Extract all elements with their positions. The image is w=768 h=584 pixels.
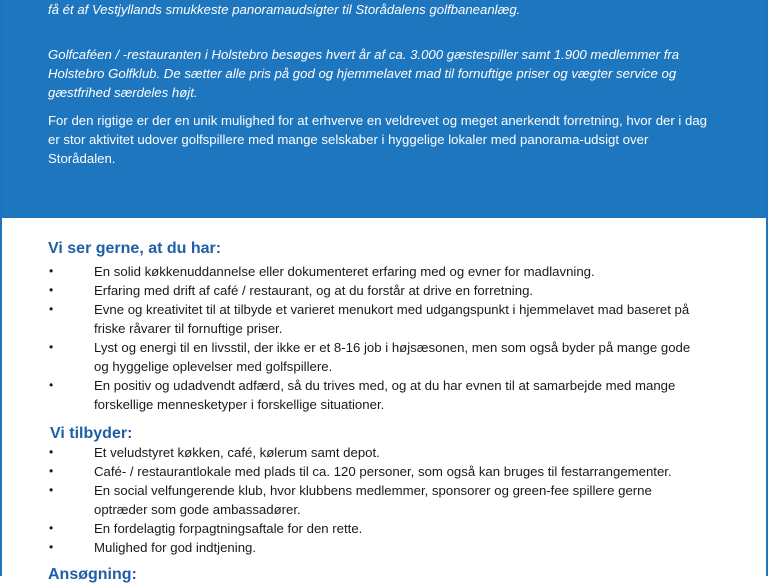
list-item: • En social velfungerende klub, hvor klubbens medlemmer, sponsorer og green-fee spillere gerne optræder som gode ambassadører.	[49, 483, 652, 517]
section-title-application: Ansøgning:	[48, 566, 137, 583]
list-item: • Evne og kreativitet til at tilbyde et varieret menukort med udgangspunkt i hjemmelavet mad baseret på friske råvarer til fornuftige priser.	[49, 302, 690, 336]
bullet-icon: •	[49, 302, 54, 316]
list-item: • En fordelagtig forpagtningsaftale for den rette.	[49, 521, 363, 536]
intro-panel	[2, 0, 766, 218]
list-item: • Et veludstyret køkken, café, kølerum samt depot.	[49, 445, 380, 460]
intro-paragraph: For den rigtige er der en unik mulighed for at erhverve en veldrevet og meget anerkendt forretning, hvor der i dag er stor aktivitet udover golfspillere med mange selskaber i hyggelige lokaler med panorama-udsigt over Storådalen.	[48, 113, 708, 166]
list-item: • Erfaring med drift af café / restaurant, og at du forstår at drive en forretning.	[49, 283, 534, 298]
offer-list	[2, 443, 702, 557]
bullet-icon: •	[49, 340, 54, 354]
bullet-icon: •	[49, 283, 54, 297]
bullet-icon: •	[49, 483, 54, 497]
bullet-icon: •	[49, 464, 54, 478]
intro-paragraph: få ét af Vestjyllands smukkeste panoramaudsigter til Storådalens golfbaneanlæg.	[48, 2, 521, 17]
bullet-icon: •	[49, 378, 54, 392]
section-title-offer: Vi tilbyder:	[50, 425, 133, 442]
list-item: • Café- / restaurantlokale med plads til ca. 120 personer, som også kan bruges til festarrangementer.	[49, 464, 672, 479]
list-item: • Lyst og energi til en livsstil, der ikke er et 8-16 job i højsæsonen, men som også byder på mange gode og hyggelige oplevelser med golfspillere.	[49, 340, 691, 374]
requirements-list	[2, 262, 702, 414]
intro-paragraph: Golfcaféen / -restauranten i Holstebro besøges hvert år af ca. 3.000 gæstespiller samt 1.900 medlemmer fra Holstebro Golfklub. De sætter alle pris på god og hjemmelavet mad til fornuftige priser og vægter service og gæstfrihed særdeles højt.	[48, 47, 680, 100]
bullet-icon: •	[49, 521, 54, 535]
section-title-requirements: Vi ser gerne, at du har:	[48, 240, 222, 257]
list-item: • En solid køkkenuddannelse eller dokumenteret erfaring med og evner for madlavning.	[49, 264, 595, 279]
bullet-icon: •	[49, 264, 54, 278]
bullet-icon: •	[49, 445, 54, 459]
list-item: • Mulighed for god indtjening.	[49, 540, 257, 555]
list-item: • En positiv og udadvendt adfærd, så du trives med, og at du har evnen til at samarbejde med mange forskellige mennesketyper i forskellige situationer.	[49, 378, 676, 412]
bullet-icon: •	[49, 540, 54, 554]
